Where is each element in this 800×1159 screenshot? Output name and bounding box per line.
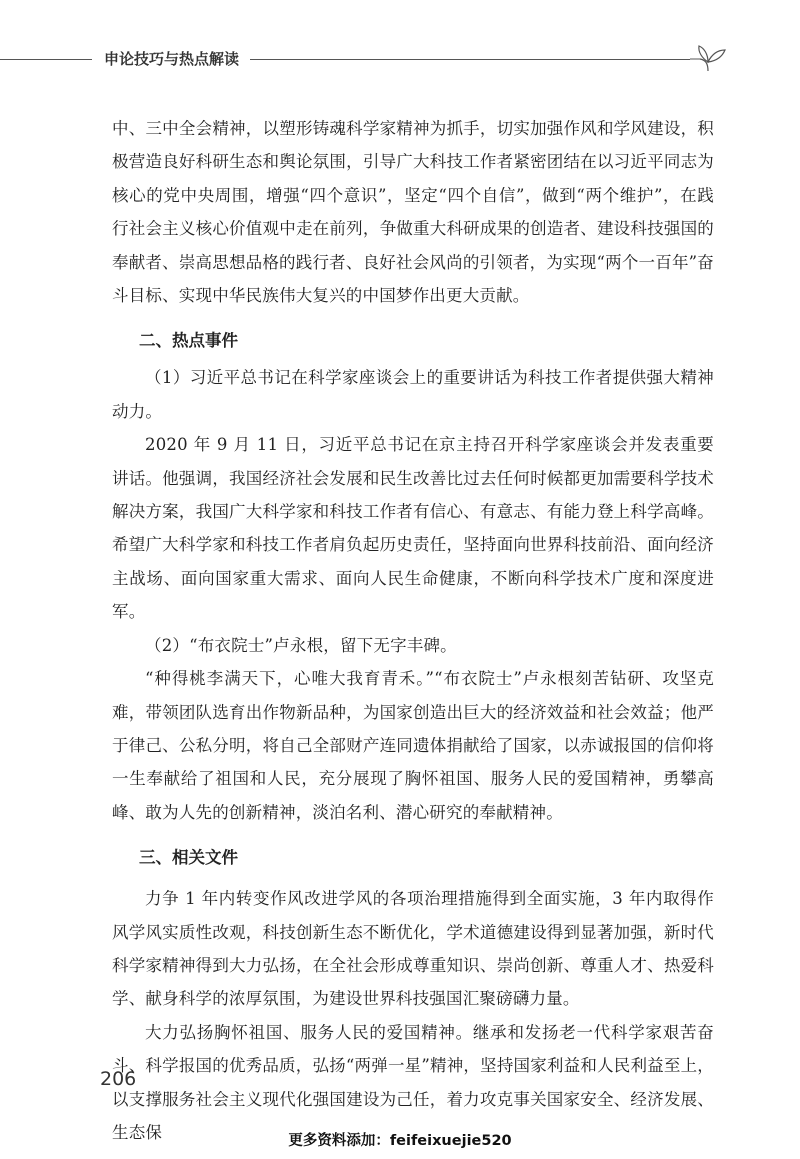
event-2-title: （2）“布衣院士”卢永根，留下无字丰碑。	[145, 635, 457, 655]
footer-contact-note: 更多资料添加：feifeixuejie520	[288, 1133, 512, 1149]
section-heading-related-docs: 三、相关文件	[139, 848, 238, 868]
event-1-body: 2020 年 9 月 11 日，习近平总书记在京主持召开科学家座谈会并发表重要讲话。他强调，我国经济社会发展和民生改善比过去任何时候都更加需要科学技术解决方案，我国广大科学家和科技工作者有信心、有意志、有能力登上科学高峰。希望广大科学家和科技工作者肩负起历史责任，坚持面向世界科技前沿、面向经济主战场、面向国家重大需求、面向人民生命健康，不断向科学技术广度和深度进军。	[112, 435, 714, 622]
related-docs-paragraph-2: 大力弘扬胸怀祖国、服务人民的爱国精神。继承和发扬老一代科学家艰苦奋斗、科学报国的优秀品质，弘扬“两弹一星”精神，坚持国家利益和人民利益至上，以支撑服务社会主义现代化强国建设为己任，着力攻克事关国家安全、经济发展、生态保	[112, 1022, 714, 1142]
event-2-body: “种得桃李满天下，心唯大我育青禾。”“布衣院士”卢永根刻苦钻研、攻坚克难，带领团队选育出作物新品种，为国家创造出巨大的经济效益和社会效益；他严于律己、公私分明，将自己全部财产连同遗体捐献给了国家，以赤诚报国的信仰将一生奉献给了祖国和人民，充分展现了胸怀祖国、服务人民的爱国精神，勇攀高峰、敢为人先的创新精神，淡泊名利、潜心研究的奉献精神。	[112, 669, 714, 822]
section-heading-hot-events: 二、热点事件	[139, 331, 238, 351]
related-docs-paragraph-1: 力争 1 年内转变作风改进学风的各项治理措施得到全面实施，3 年内取得作风学风实质性改观，科技创新生态不断优化，学术道德建设得到显著加强，新时代科学家精神得到大力弘扬，在全社会形成尊重知识、崇尚创新、尊重人才、热爱科学、献身科学的浓厚氛围，为建设世界科技强国汇聚磅礴力量。	[112, 889, 714, 1009]
page-body	[112, 112, 714, 1149]
header-rule-right	[250, 59, 690, 60]
sprout-icon	[688, 38, 728, 74]
intro-paragraph: 中、三中全会精神，以塑形铸魂科学家精神为抓手，切实加强作风和学风建设，积极营造良好科研生态和舆论氛围，引导广大科技工作者紧密团结在以习近平同志为核心的党中央周围，增强“四个意识”，坚定“四个自信”，做到“两个维护”，在践行社会主义核心价值观中走在前列，争做重大科研成果的创造者、建设科技强国的奉献者、崇高思想品格的践行者、良好社会风尚的引领者，为实现“两个一百年”奋斗目标、实现中华民族伟大复兴的中国梦作出更大贡献。	[112, 119, 714, 306]
header-rule-left	[0, 59, 92, 60]
running-header-title: 申论技巧与热点解读	[104, 50, 240, 68]
event-1-title: （1）习近平总书记在科学家座谈会上的重要讲话为科技工作者提供强大精神动力。	[112, 368, 714, 421]
running-header	[0, 46, 800, 76]
page-number: 206	[100, 1068, 137, 1090]
